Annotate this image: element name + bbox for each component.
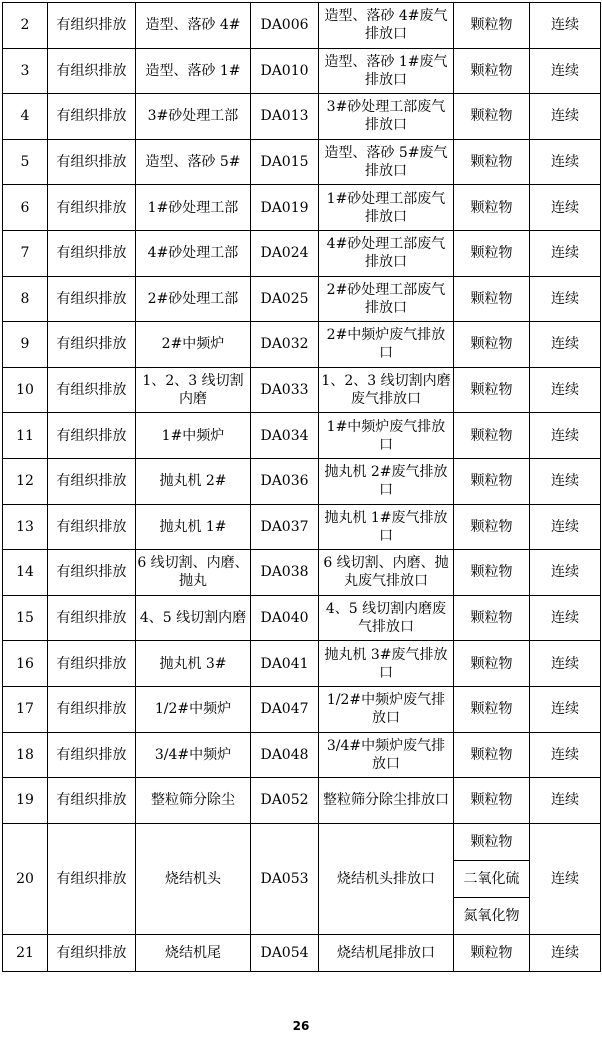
cell-type: 有组织排放 bbox=[48, 230, 136, 276]
cell-mode: 连续 bbox=[530, 48, 601, 94]
cell-no: 14 bbox=[3, 550, 48, 596]
cell-pollutant: 颗粒物 bbox=[454, 823, 530, 860]
cell-pollutant: 颗粒物 bbox=[454, 413, 530, 459]
cell-code: DA047 bbox=[251, 686, 319, 732]
cell-mode: 连续 bbox=[530, 934, 601, 971]
cell-type: 有组织排放 bbox=[48, 48, 136, 94]
cell-mode: 连续 bbox=[530, 778, 601, 824]
cell-code: DA040 bbox=[251, 595, 319, 641]
cell-type: 有组织排放 bbox=[48, 413, 136, 459]
cell-code: DA033 bbox=[251, 367, 319, 413]
cell-facility: 整粒筛分除尘 bbox=[136, 778, 251, 824]
cell-pollutant: 颗粒物 bbox=[454, 94, 530, 140]
cell-facility: 抛丸机 2# bbox=[136, 458, 251, 504]
cell-outlet: 整粒筛分除尘排放口 bbox=[319, 778, 454, 824]
table-row-12 bbox=[3, 458, 601, 504]
cell-type: 有组织排放 bbox=[48, 367, 136, 413]
page-number: 26 bbox=[292, 1019, 310, 1033]
cell-facility: 抛丸机 3# bbox=[136, 641, 251, 687]
cell-mode: 连续 bbox=[530, 139, 601, 185]
table-row-8 bbox=[3, 276, 601, 322]
emission-table bbox=[2, 2, 601, 972]
cell-type: 有组织排放 bbox=[48, 732, 136, 778]
cell-outlet: 烧结机尾排放口 bbox=[319, 934, 454, 971]
cell-outlet: 烧结机头排放口 bbox=[319, 823, 454, 934]
cell-type: 有组织排放 bbox=[48, 934, 136, 971]
cell-code: DA032 bbox=[251, 322, 319, 368]
cell-facility: 2#砂处理工部 bbox=[136, 276, 251, 322]
cell-mode: 连续 bbox=[530, 276, 601, 322]
cell-code: DA034 bbox=[251, 413, 319, 459]
cell-no: 6 bbox=[3, 185, 48, 231]
cell-mode: 连续 bbox=[530, 504, 601, 550]
cell-mode: 连续 bbox=[530, 550, 601, 596]
table-body bbox=[3, 3, 601, 972]
cell-no: 17 bbox=[3, 686, 48, 732]
cell-no: 15 bbox=[3, 595, 48, 641]
cell-type: 有组织排放 bbox=[48, 322, 136, 368]
cell-no: 16 bbox=[3, 641, 48, 687]
cell-type: 有组织排放 bbox=[48, 3, 136, 49]
cell-type: 有组织排放 bbox=[48, 276, 136, 322]
cell-pollutant: 颗粒物 bbox=[454, 550, 530, 596]
cell-mode: 连续 bbox=[530, 3, 601, 49]
cell-type: 有组织排放 bbox=[48, 504, 136, 550]
cell-pollutant: 二氧化硫 bbox=[454, 860, 530, 897]
cell-facility: 造型、落砂 1# bbox=[136, 48, 251, 94]
cell-outlet: 抛丸机 1#废气排放口 bbox=[319, 504, 454, 550]
cell-pollutant: 颗粒物 bbox=[454, 322, 530, 368]
cell-code: DA038 bbox=[251, 550, 319, 596]
cell-outlet: 2#砂处理工部废气排放口 bbox=[319, 276, 454, 322]
table-row-21 bbox=[3, 934, 601, 971]
cell-no: 18 bbox=[3, 732, 48, 778]
cell-pollutant: 颗粒物 bbox=[454, 641, 530, 687]
cell-outlet: 3#砂处理工部废气排放口 bbox=[319, 94, 454, 140]
cell-code: DA037 bbox=[251, 504, 319, 550]
cell-code: DA019 bbox=[251, 185, 319, 231]
cell-no: 10 bbox=[3, 367, 48, 413]
cell-facility: 4、5 线切割内磨 bbox=[136, 595, 251, 641]
cell-type: 有组织排放 bbox=[48, 641, 136, 687]
cell-mode: 连续 bbox=[530, 823, 601, 934]
table-row-11 bbox=[3, 413, 601, 459]
cell-facility: 1#砂处理工部 bbox=[136, 185, 251, 231]
cell-pollutant: 颗粒物 bbox=[454, 595, 530, 641]
cell-pollutant: 颗粒物 bbox=[454, 276, 530, 322]
cell-facility: 4#砂处理工部 bbox=[136, 230, 251, 276]
table-row-19 bbox=[3, 778, 601, 824]
cell-code: DA006 bbox=[251, 3, 319, 49]
table-row-9 bbox=[3, 322, 601, 368]
cell-outlet: 4、5 线切割内磨废气排放口 bbox=[319, 595, 454, 641]
cell-mode: 连续 bbox=[530, 458, 601, 504]
cell-code: DA025 bbox=[251, 276, 319, 322]
table-row-15 bbox=[3, 595, 601, 641]
cell-facility: 造型、落砂 4# bbox=[136, 3, 251, 49]
cell-code: DA013 bbox=[251, 94, 319, 140]
cell-no: 4 bbox=[3, 94, 48, 140]
cell-pollutant: 颗粒物 bbox=[454, 686, 530, 732]
cell-mode: 连续 bbox=[530, 686, 601, 732]
cell-facility: 造型、落砂 5# bbox=[136, 139, 251, 185]
cell-type: 有组织排放 bbox=[48, 139, 136, 185]
cell-facility: 烧结机尾 bbox=[136, 934, 251, 971]
cell-outlet: 造型、落砂 5#废气排放口 bbox=[319, 139, 454, 185]
cell-facility: 6 线切割、内磨、抛丸 bbox=[136, 550, 251, 596]
cell-mode: 连续 bbox=[530, 413, 601, 459]
cell-code: DA048 bbox=[251, 732, 319, 778]
cell-type: 有组织排放 bbox=[48, 823, 136, 934]
cell-pollutant: 颗粒物 bbox=[454, 778, 530, 824]
cell-outlet: 造型、落砂 1#废气排放口 bbox=[319, 48, 454, 94]
cell-pollutant: 颗粒物 bbox=[454, 139, 530, 185]
cell-no: 20 bbox=[3, 823, 48, 934]
cell-mode: 连续 bbox=[530, 322, 601, 368]
table-row-3 bbox=[3, 48, 601, 94]
cell-facility: 1#中频炉 bbox=[136, 413, 251, 459]
cell-outlet: 造型、落砂 4#废气排放口 bbox=[319, 3, 454, 49]
cell-outlet: 1、2、3 线切割内磨废气排放口 bbox=[319, 367, 454, 413]
cell-code: DA010 bbox=[251, 48, 319, 94]
cell-no: 13 bbox=[3, 504, 48, 550]
cell-outlet: 4#砂处理工部废气排放口 bbox=[319, 230, 454, 276]
cell-mode: 连续 bbox=[530, 367, 601, 413]
cell-pollutant: 颗粒物 bbox=[454, 185, 530, 231]
cell-type: 有组织排放 bbox=[48, 778, 136, 824]
table-row-16 bbox=[3, 641, 601, 687]
cell-mode: 连续 bbox=[530, 641, 601, 687]
cell-code: DA053 bbox=[251, 823, 319, 934]
cell-code: DA024 bbox=[251, 230, 319, 276]
cell-outlet: 2#中频炉废气排放口 bbox=[319, 322, 454, 368]
cell-type: 有组织排放 bbox=[48, 550, 136, 596]
cell-mode: 连续 bbox=[530, 94, 601, 140]
cell-type: 有组织排放 bbox=[48, 595, 136, 641]
cell-no: 5 bbox=[3, 139, 48, 185]
cell-facility: 1、2、3 线切割内磨 bbox=[136, 367, 251, 413]
cell-no: 21 bbox=[3, 934, 48, 971]
cell-mode: 连续 bbox=[530, 230, 601, 276]
cell-pollutant: 颗粒物 bbox=[454, 732, 530, 778]
cell-type: 有组织排放 bbox=[48, 686, 136, 732]
cell-facility: 烧结机头 bbox=[136, 823, 251, 934]
table-row-20 bbox=[3, 823, 601, 860]
table-row-10 bbox=[3, 367, 601, 413]
cell-no: 11 bbox=[3, 413, 48, 459]
cell-no: 2 bbox=[3, 3, 48, 49]
cell-no: 19 bbox=[3, 778, 48, 824]
cell-facility: 3/4#中频炉 bbox=[136, 732, 251, 778]
cell-no: 12 bbox=[3, 458, 48, 504]
table-row-6 bbox=[3, 185, 601, 231]
table-row-18 bbox=[3, 732, 601, 778]
cell-mode: 连续 bbox=[530, 732, 601, 778]
cell-pollutant: 颗粒物 bbox=[454, 504, 530, 550]
cell-code: DA041 bbox=[251, 641, 319, 687]
cell-pollutant: 颗粒物 bbox=[454, 934, 530, 971]
table-row-13 bbox=[3, 504, 601, 550]
cell-no: 7 bbox=[3, 230, 48, 276]
cell-code: DA036 bbox=[251, 458, 319, 504]
table-row-5 bbox=[3, 139, 601, 185]
cell-outlet: 1#砂处理工部废气排放口 bbox=[319, 185, 454, 231]
cell-pollutant: 颗粒物 bbox=[454, 3, 530, 49]
table-row-4 bbox=[3, 94, 601, 140]
cell-code: DA054 bbox=[251, 934, 319, 971]
table-row-17 bbox=[3, 686, 601, 732]
cell-outlet: 1/2#中频炉废气排放口 bbox=[319, 686, 454, 732]
cell-pollutant: 氮氧化物 bbox=[454, 897, 530, 934]
cell-facility: 抛丸机 1# bbox=[136, 504, 251, 550]
cell-type: 有组织排放 bbox=[48, 94, 136, 140]
cell-facility: 2#中频炉 bbox=[136, 322, 251, 368]
cell-outlet: 6 线切割、内磨、抛丸废气排放口 bbox=[319, 550, 454, 596]
cell-code: DA015 bbox=[251, 139, 319, 185]
cell-outlet: 抛丸机 3#废气排放口 bbox=[319, 641, 454, 687]
cell-outlet: 3/4#中频炉废气排放口 bbox=[319, 732, 454, 778]
cell-outlet: 1#中频炉废气排放口 bbox=[319, 413, 454, 459]
cell-mode: 连续 bbox=[530, 595, 601, 641]
cell-facility: 3#砂处理工部 bbox=[136, 94, 251, 140]
cell-pollutant: 颗粒物 bbox=[454, 367, 530, 413]
cell-pollutant: 颗粒物 bbox=[454, 230, 530, 276]
table-row-14 bbox=[3, 550, 601, 596]
cell-pollutant: 颗粒物 bbox=[454, 458, 530, 504]
cell-type: 有组织排放 bbox=[48, 185, 136, 231]
cell-no: 8 bbox=[3, 276, 48, 322]
table-row-2 bbox=[3, 3, 601, 49]
cell-code: DA052 bbox=[251, 778, 319, 824]
cell-no: 9 bbox=[3, 322, 48, 368]
table-row-7 bbox=[3, 230, 601, 276]
cell-mode: 连续 bbox=[530, 185, 601, 231]
cell-facility: 1/2#中频炉 bbox=[136, 686, 251, 732]
cell-pollutant: 颗粒物 bbox=[454, 48, 530, 94]
cell-type: 有组织排放 bbox=[48, 458, 136, 504]
cell-no: 3 bbox=[3, 48, 48, 94]
cell-outlet: 抛丸机 2#废气排放口 bbox=[319, 458, 454, 504]
